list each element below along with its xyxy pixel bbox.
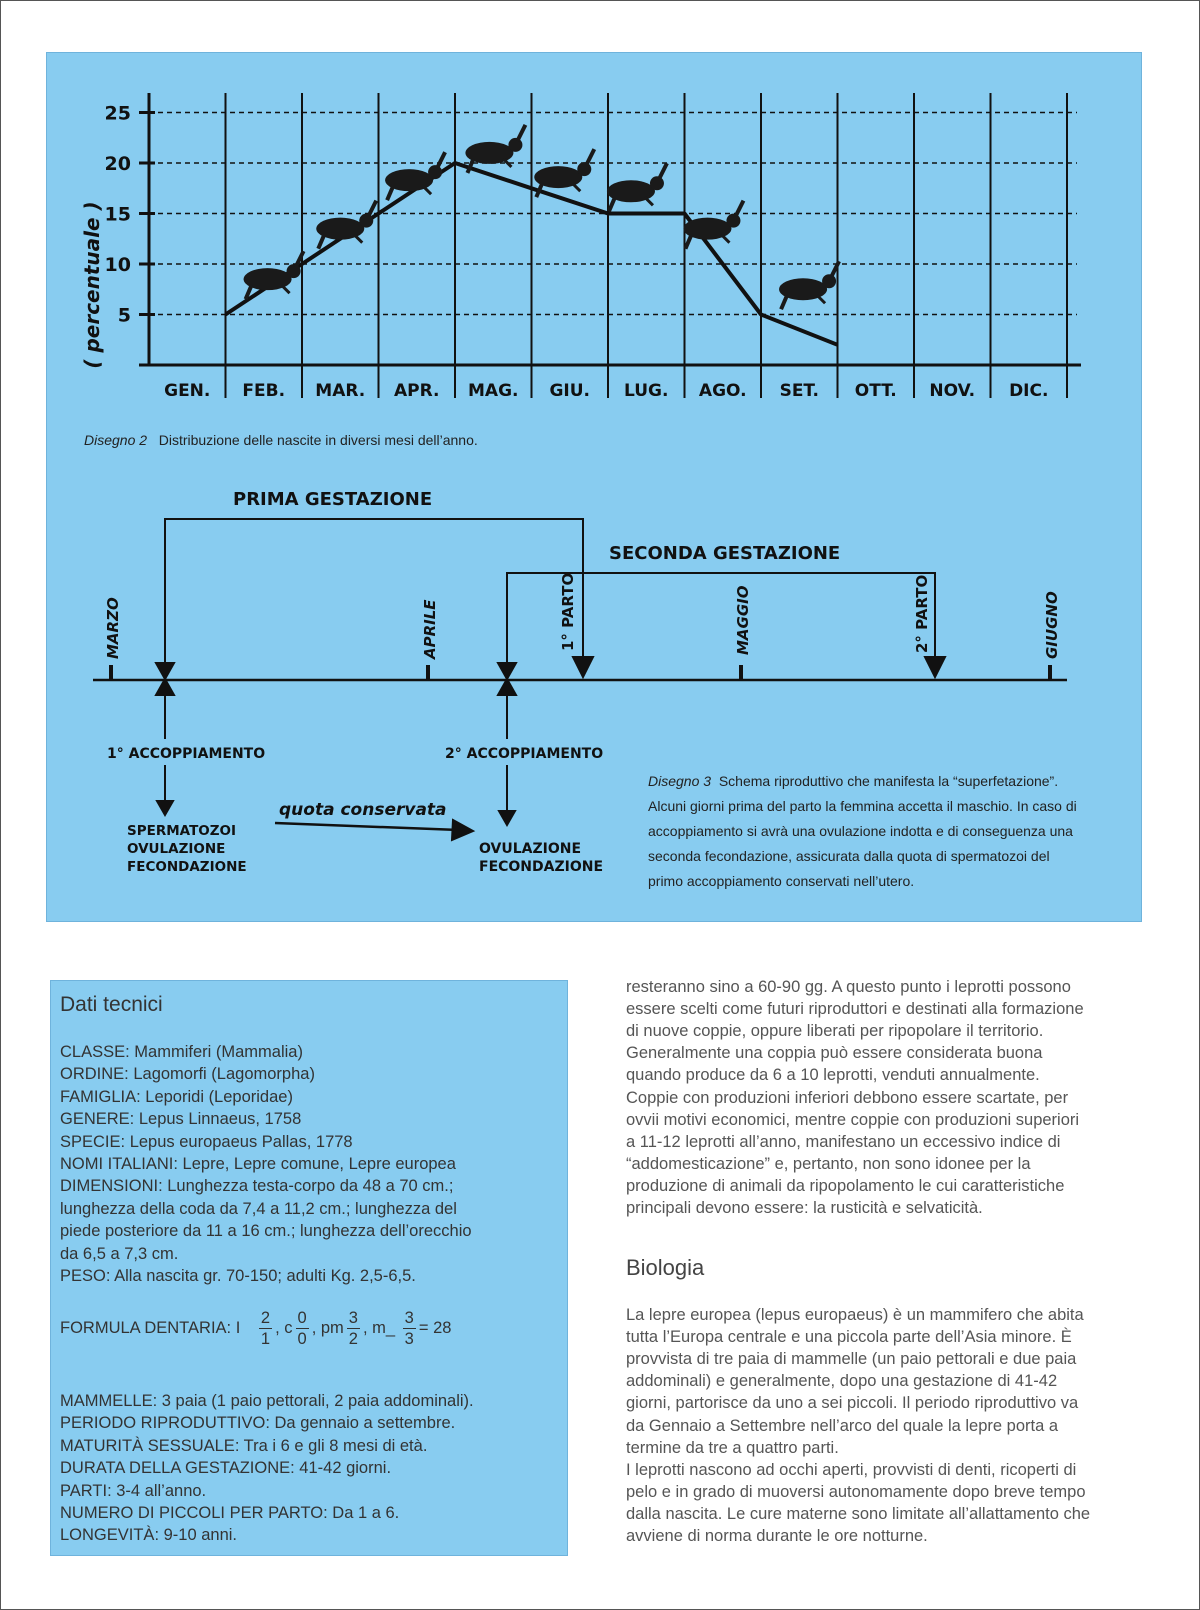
month-label: AGO. xyxy=(698,381,747,401)
caption-3-line-5: primo accoppiamento conservati nell’utero. xyxy=(648,873,915,889)
seconda-gestazione-label: SECONDA GESTAZIONE xyxy=(609,543,841,564)
accoppiamento1-label: 1° ACCOPPIAMENTO xyxy=(107,746,266,762)
box1-line3: FECONDAZIONE xyxy=(127,859,247,875)
biologia-heading: Biologia xyxy=(626,1255,705,1280)
tech-data-box xyxy=(50,980,568,1556)
caption-3-line-2: Alcuni giorni prima del parto la femmina accetta il maschio. In caso di xyxy=(648,798,1077,814)
para1-line: Generalmente una coppia può essere considerata buona xyxy=(626,1044,1043,1063)
box2-line2: FECONDAZIONE xyxy=(479,859,604,875)
figure-panel xyxy=(46,52,1142,922)
hare-icon xyxy=(534,149,594,197)
parto2-arrowhead xyxy=(925,657,945,677)
month-label: OTT. xyxy=(854,381,897,401)
hare-icon xyxy=(465,125,525,173)
caption-2-text: Distribuzione delle nascite in diversi mesi dell’anno. xyxy=(158,432,478,448)
para2-line: addominali) e generalmente, dopo una gestazione di 41-42 xyxy=(626,1372,1058,1391)
y-tick-label: 25 xyxy=(104,102,131,125)
dental-formula: FORMULA DENTARIA: I $\frac{2}{1}$ , c $\frac{0}{0}$ , pm $\frac{3}{2}$ , m_ $\frac{3}{3}$ = 28 xyxy=(60,1309,452,1348)
caption-3-line-1: Schema riproduttivo che manifesta la “superfetazione”. xyxy=(718,773,1059,789)
quota-label: quota conservata xyxy=(279,800,447,820)
para1-line: a 11-12 leprotti all’anno, manifestano un eccessivo indice di xyxy=(626,1132,1061,1151)
y-tick-label: 5 xyxy=(117,304,131,327)
month-label: NOV. xyxy=(929,381,976,401)
tech-line: LONGEVITÀ: 9-10 anni. xyxy=(60,1526,237,1545)
para2-line: pelo e in grado di muoversi autonomamente dopo breve tempo xyxy=(626,1482,1086,1501)
caption-3-line-4: seconda fecondazione, assicurata dalla quota di spermatozoi del xyxy=(648,848,1050,864)
caption-disegno-3 xyxy=(648,769,1077,894)
tech-line: ORDINE: Lagomorfi (Lagomorpha) xyxy=(60,1065,315,1084)
para1-line: principali devono essere: la rusticità e selvaticità. xyxy=(626,1199,983,1217)
para2-line: giorni, partorisce da uno a sei piccoli. Il periodo riproduttivo va xyxy=(626,1394,1079,1413)
month-marzo: MARZO xyxy=(104,597,122,659)
box1-line1: SPERMATOZOI xyxy=(127,823,237,839)
tech-line: NUMERO DI PICCOLI PER PARTO: Da 1 a 6. xyxy=(60,1504,400,1522)
month-label: FEB. xyxy=(242,381,286,401)
caption-2-label: Disegno 2 xyxy=(84,432,148,448)
tech-line: da 6,5 a 7,3 cm. xyxy=(60,1244,179,1263)
month-label: GIU. xyxy=(549,381,591,401)
y-tick-label: 15 xyxy=(104,203,131,226)
hare-icon xyxy=(316,201,376,249)
para2-line: I leprotti nascono ad occhi aperti, provvisti di denti, ricoperti di xyxy=(626,1460,1077,1479)
y-axis-label: ( percentuale ) xyxy=(80,201,104,369)
quota-arrow-line xyxy=(275,823,459,830)
box2-line1: OVULAZIONE xyxy=(479,841,582,857)
y-tick-label: 10 xyxy=(104,254,131,276)
y-tick-label: 20 xyxy=(104,153,131,175)
para2-line: da Gennaio a Settembre nell’arco del quale la lepre porta a xyxy=(626,1416,1059,1435)
para2-line: La lepre europea (lepus europaeus) è un mammifero che abita xyxy=(626,1306,1084,1324)
tech-line: DURATA DELLA GESTAZIONE: 41-42 giorni. xyxy=(60,1459,392,1478)
parto1-label: 1° PARTO xyxy=(559,572,577,651)
para1-line: essere scelti come futuri riproduttori e destinati alla formazione xyxy=(626,1000,1084,1019)
para2-line: provvista di tre paia di mammelle (un paio pettorali e due paia xyxy=(626,1350,1077,1369)
tech-line: PERIODO RIPRODUTTIVO: Da gennaio a settembre. xyxy=(60,1414,456,1433)
hare-icon xyxy=(385,152,445,200)
para1-line: Coppie con produzioni inferiori debbono essere scartate, per xyxy=(626,1088,1069,1107)
hare-icon xyxy=(779,261,839,309)
para2-line: termine da tre a quattro parti. xyxy=(626,1438,839,1457)
caption-disegno-2 xyxy=(84,428,478,453)
month-giugno: GIUGNO xyxy=(1043,591,1061,659)
tech-line: SPECIE: Lepus europaeus Pallas, 1778 xyxy=(60,1132,353,1151)
tech-line: FAMIGLIA: Leporidi (Leporidae) xyxy=(60,1087,293,1106)
tech-line: DIMENSIONI: Lunghezza testa-corpo da 48 a 70 cm.; xyxy=(60,1177,454,1196)
month-maggio: MAGGIO xyxy=(734,585,752,655)
parto2-label: 2° PARTO xyxy=(913,574,931,653)
hare-icon xyxy=(683,201,743,249)
prima-gestazione-label: PRIMA GESTAZIONE xyxy=(233,489,433,510)
month-label: LUG. xyxy=(624,381,669,401)
box1-line2: OVULAZIONE xyxy=(127,841,226,857)
para2-line: tutta l’Europa centrale e una piccola parte dell’Asia minore. È xyxy=(626,1328,1072,1347)
hare-icon xyxy=(244,251,304,299)
parto1-arrowhead xyxy=(573,657,593,677)
month-label: MAG. xyxy=(468,381,519,401)
prima-gestazione-bracket xyxy=(165,519,583,667)
tech-line: PESO: Alla nascita gr. 70-150; adulti Kg. 2,5-6,5. xyxy=(60,1267,416,1285)
quota-arrowhead xyxy=(452,820,473,840)
month-aprile: APRILE xyxy=(421,599,439,659)
para1-line: “addomesticazione” e, pertanto, non sono idonee per la xyxy=(626,1154,1031,1173)
tech-line: PARTI: 3-4 all’anno. xyxy=(60,1481,207,1500)
para1-line: ovvii motivi economici, mentre coppie con produzioni superiori xyxy=(626,1110,1080,1129)
down-arrow-1 xyxy=(157,801,173,815)
month-label: SET. xyxy=(779,381,819,401)
caption-3-line-3: accoppiamento si avrà una ovulazione indotta e di conseguenza una xyxy=(648,823,1073,839)
accoppiamento2-label: 2° ACCOPPIAMENTO xyxy=(445,746,604,762)
tech-title: Dati tecnici xyxy=(60,993,163,1016)
caption-3-label: Disegno 3 xyxy=(648,773,712,789)
tech-line: piede posteriore da 11 a 16 cm.; lunghezza dell’orecchio xyxy=(60,1222,472,1241)
para2-line: avviene di norma durante le ore notturne. xyxy=(626,1527,928,1545)
month-label: APR. xyxy=(394,381,440,401)
para1-line: quando produce da 6 a 10 leprotti, venduti annualmente. xyxy=(626,1066,1040,1085)
para1-line: produzione di animali da ripopolamento le cui caratteristiche xyxy=(626,1176,1065,1195)
tech-line: CLASSE: Mammiferi (Mammalia) xyxy=(60,1043,303,1061)
month-label: MAR. xyxy=(315,381,366,401)
tech-line: GENERE: Lepus Linnaeus, 1758 xyxy=(60,1110,302,1129)
tech-line: NOMI ITALIANI: Lepre, Lepre comune, Lepre europea xyxy=(60,1155,456,1173)
down-arrow-2 xyxy=(499,811,515,825)
para1-line: resteranno sino a 60-90 gg. A questo punto i leprotti possono xyxy=(626,978,1071,996)
para1-line: di nuove coppie, oppure liberati per ripopolare il territorio. xyxy=(626,1022,1044,1041)
para2-line: dalla nascita. Le cure materne sono limitate all’allattamento che xyxy=(626,1504,1091,1523)
hare-icon xyxy=(607,163,667,211)
tech-line: MAMMELLE: 3 paia (1 paio pettorali, 2 paia addominali). xyxy=(60,1392,474,1410)
month-label: GEN. xyxy=(164,381,211,401)
month-label: DIC. xyxy=(1009,381,1049,401)
tech-line: MATURITÀ SESSUALE: Tra i 6 e gli 8 mesi di età. xyxy=(60,1436,428,1455)
births-chart xyxy=(80,93,1081,401)
tech-line: lunghezza della coda da 7,4 a 11,2 cm.; lunghezza del xyxy=(60,1199,457,1218)
